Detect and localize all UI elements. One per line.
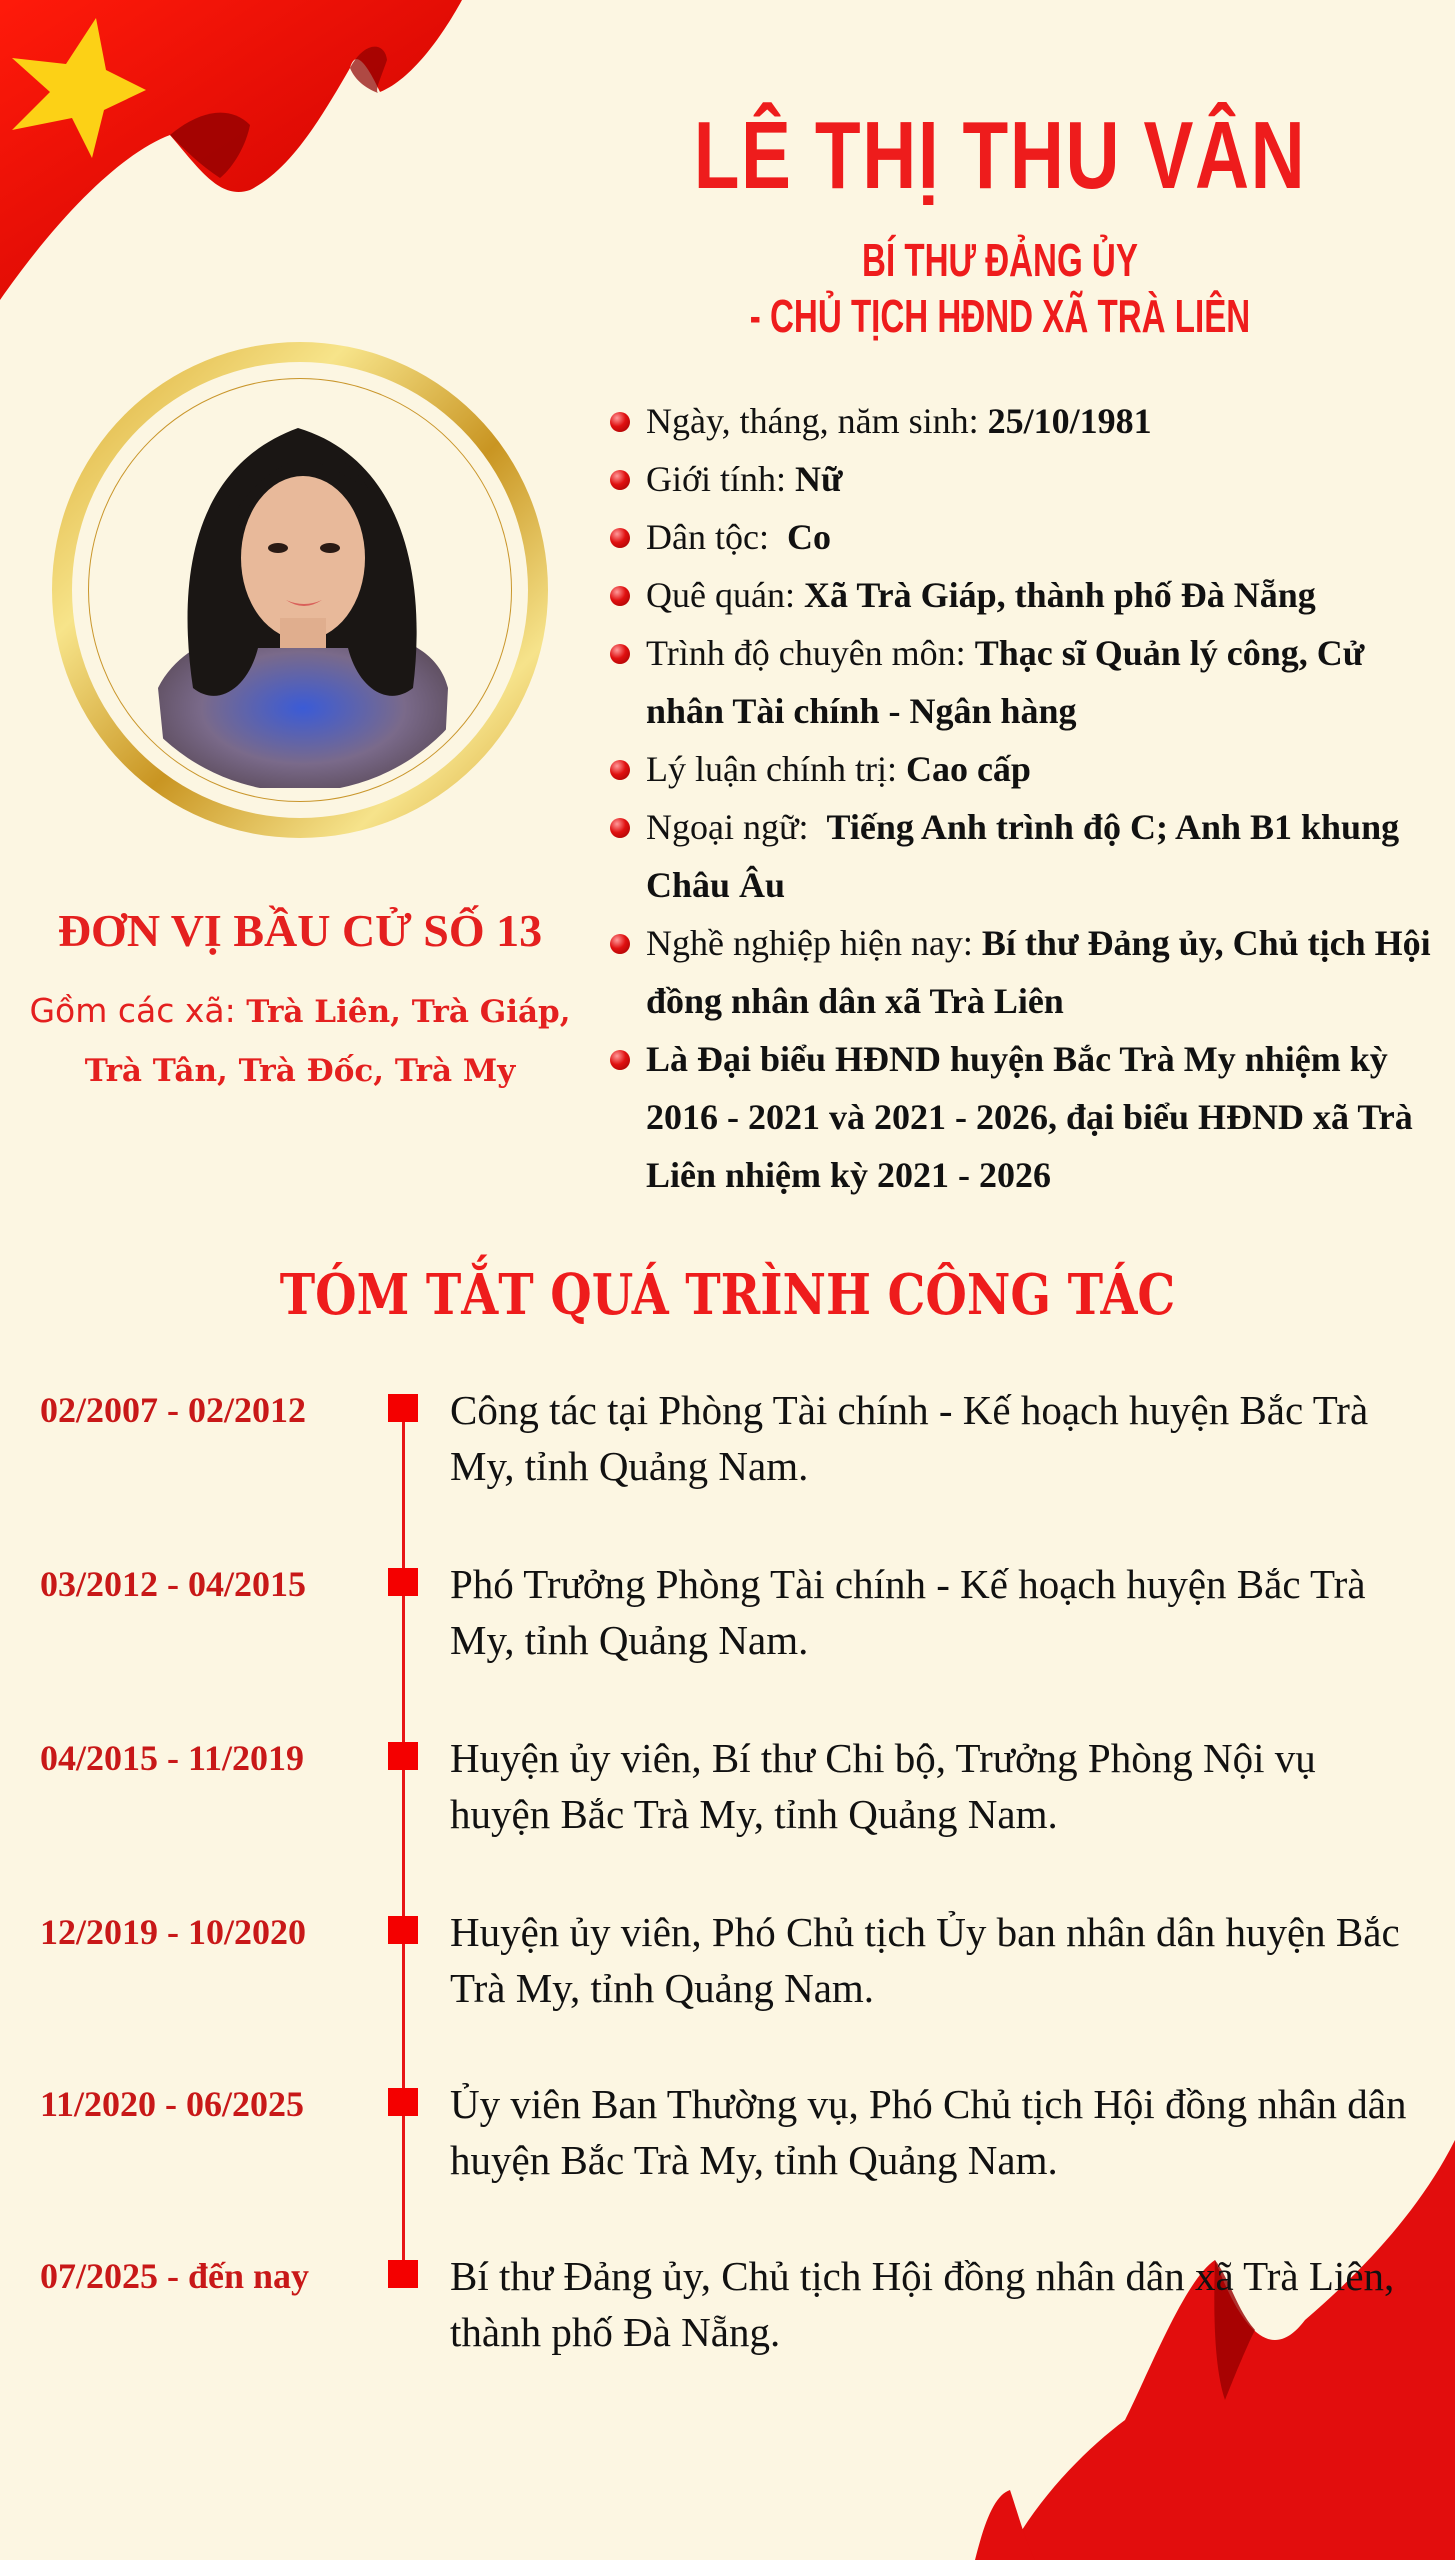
personal-info-list bbox=[608, 392, 1438, 1204]
career-section-title: TÓM TẮT QUÁ TRÌNH CÔNG TÁC bbox=[279, 1262, 1176, 1328]
timeline-period: 12/2019 - 10/2020 bbox=[40, 1912, 306, 1952]
info-birthdate: Ngày, tháng, năm sinh: 25/10/1981 bbox=[608, 392, 1438, 450]
timeline-marker-icon bbox=[388, 1394, 418, 1422]
timeline-description: Huyện ủy viên, Phó Chủ tịch Ủy ban nhân dân huyện Bắc Trà My, tỉnh Quảng Nam. bbox=[450, 1909, 1400, 2011]
bullet-icon bbox=[610, 818, 630, 838]
timeline-period: 03/2012 - 04/2015 bbox=[40, 1564, 306, 1604]
timeline-description: Ủy viên Ban Thường vụ, Phó Chủ tịch Hội đồng nhân dân huyện Bắc Trà My, tỉnh Quảng Nam. bbox=[450, 2081, 1407, 2183]
timeline-period: 11/2020 - 06/2025 bbox=[40, 2084, 305, 2124]
info-gender: Giới tính: Nữ bbox=[608, 450, 1438, 508]
position-line-2: - CHỦ TỊCH HĐND XÃ TRÀ LIÊN bbox=[749, 290, 1251, 342]
timeline-marker-icon bbox=[388, 1742, 418, 1770]
timeline-line bbox=[402, 1408, 405, 2278]
timeline-description: Công tác tại Phòng Tài chính - Kế hoạch huyện Bắc Trà My, tỉnh Quảng Nam. bbox=[450, 1387, 1369, 1489]
info-political-theory: Lý luận chính trị: Cao cấp bbox=[608, 740, 1438, 798]
communes-line-1: Trà Liên, Trà Giáp, bbox=[246, 994, 571, 1030]
bullet-icon bbox=[610, 412, 630, 432]
info-education: Trình độ chuyên môn: Thạc sĩ Quản lý công, Cử nhân Tài chính - Ngân hàng bbox=[608, 624, 1438, 740]
bullet-icon bbox=[610, 470, 630, 490]
timeline-period: 07/2025 - đến nay bbox=[40, 2256, 310, 2296]
timeline-marker-icon bbox=[388, 2088, 418, 2116]
electoral-unit-title: ĐƠN VỊ BẦU CỬ SỐ 13 bbox=[57, 905, 543, 956]
candidate-photo bbox=[98, 388, 502, 792]
candidate-name: LÊ THỊ THU VÂN bbox=[693, 102, 1307, 209]
position-line-1: BÍ THƯ ĐẢNG ỦY bbox=[862, 234, 1138, 286]
communes-line-2: Trà Tân, Trà Đốc, Trà My bbox=[84, 1053, 516, 1089]
timeline-description: Huyện ủy viên, Bí thư Chi bộ, Trưởng Phòng Nội vụ huyện Bắc Trà My, tỉnh Quảng Nam. bbox=[450, 1735, 1316, 1837]
timeline-period: 02/2007 - 02/2012 bbox=[40, 1390, 306, 1430]
info-delegate-history: Là Đại biểu HĐND huyện Bắc Trà My nhiệm kỳ 2016 - 2021 và 2021 - 2026, đại biểu HĐND xã Trà Liên nhiệm kỳ 2021 - 2026 bbox=[608, 1030, 1438, 1204]
communes-label: Gồm các xã: bbox=[29, 991, 236, 1030]
info-foreign-language: Ngoại ngữ: Tiếng Anh trình độ C; Anh B1 khung Châu Âu bbox=[608, 798, 1438, 914]
timeline-marker-icon bbox=[388, 1568, 418, 1596]
bullet-icon bbox=[610, 586, 630, 606]
timeline-description: Phó Trưởng Phòng Tài chính - Kế hoạch huyện Bắc Trà My, tỉnh Quảng Nam. bbox=[450, 1561, 1366, 1663]
timeline-marker-icon bbox=[388, 1916, 418, 1944]
timeline-description: Bí thư Đảng ủy, Chủ tịch Hội đồng nhân dân xã Trà Liên, thành phố Đà Nẵng. bbox=[450, 2253, 1395, 2355]
timeline-marker-icon bbox=[388, 2260, 418, 2288]
info-ethnicity: Dân tộc: Co bbox=[608, 508, 1438, 566]
bullet-icon bbox=[610, 1050, 630, 1070]
timeline-period: 04/2015 - 11/2019 bbox=[40, 1738, 305, 1778]
bullet-icon bbox=[610, 934, 630, 954]
candidate-position bbox=[712, 232, 1288, 344]
info-occupation: Nghề nghiệp hiện nay: Bí thư Đảng ủy, Chủ tịch Hội đồng nhân dân xã Trà Liên bbox=[608, 914, 1438, 1030]
bullet-icon bbox=[610, 644, 630, 664]
electoral-unit-communes bbox=[0, 982, 600, 1100]
portrait-frame bbox=[52, 342, 548, 838]
bullet-icon bbox=[610, 760, 630, 780]
bullet-icon bbox=[610, 528, 630, 548]
vietnam-flag-decoration bbox=[0, 0, 470, 320]
info-hometown: Quê quán: Xã Trà Giáp, thành phố Đà Nẵng bbox=[608, 566, 1438, 624]
